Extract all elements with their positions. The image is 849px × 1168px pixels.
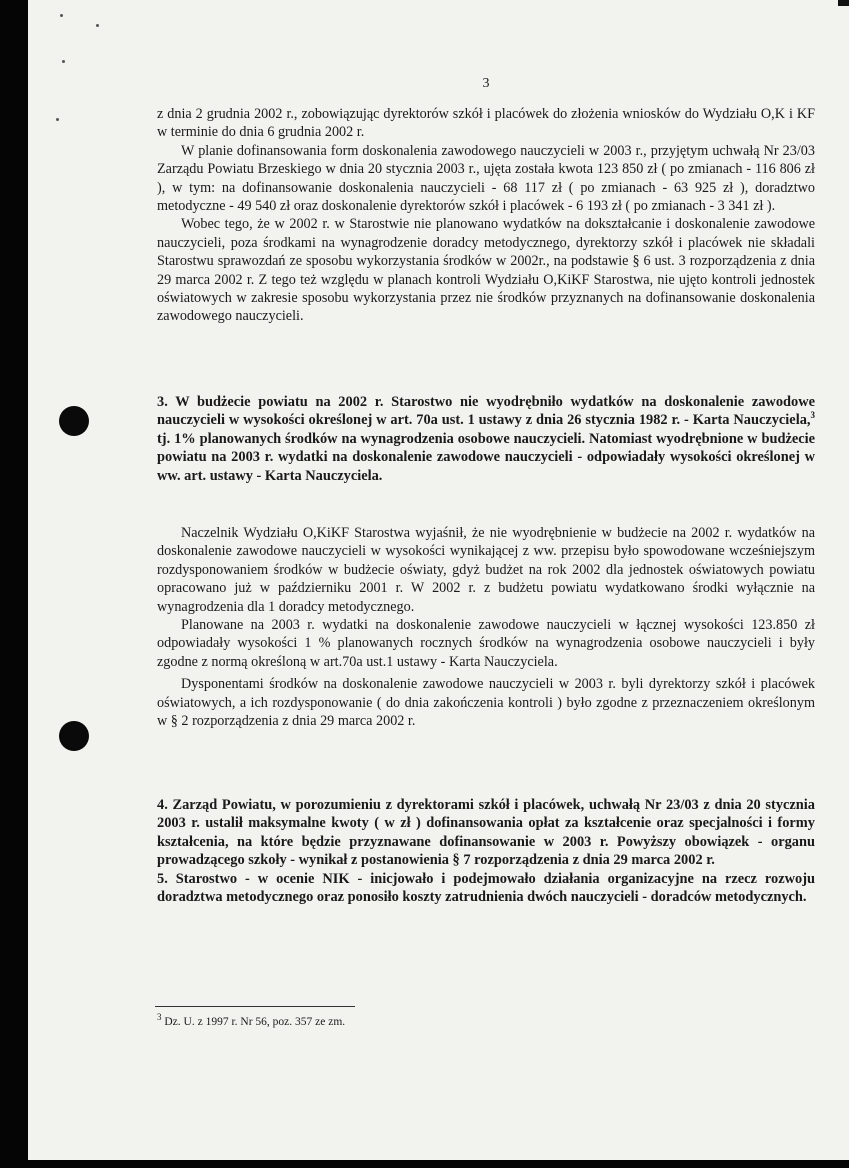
finding-5: 5. Starostwo - w ocenie NIK - inicjowało i podejmowało działania organizacyjne na rzecz rozwoju doradztwa metodycznego oraz ponosiło koszty zatrudnienia dwóch nauczycieli - doradców metodycznych.: [157, 870, 815, 906]
footnote-reference: 3: [810, 410, 815, 421]
finding-4-5-section: [157, 796, 815, 906]
finding-4: 4. Zarząd Powiatu, w porozumieniu z dyrektorami szkół i placówek, uchwałą Nr 23/03 z dnia 20 stycznia 2003 r. ustalił maksymalne kwoty ( w zł ) dofinansowania opłat za kształcenie oraz specjalności i formy kształcenia, na które będzie przyznawane dofinansowanie w 2003 r. Powyższy obowiązek - organu prowadzącego szkoły - wynikał z postanowienia § 7 rozporządzenia z dnia 29 marca 2002 r.: [157, 797, 815, 869]
punch-hole-top: [59, 406, 89, 436]
punch-hole-bottom: [59, 721, 89, 751]
explanation-paragraph-1: Naczelnik Wydziału O,KiKF Starostwa wyjaśnił, że nie wyodrębnienie w budżecie na 2002 r. wydatków na doskonalenie zawodowe nauczycieli w wysokości wynikającej z ww. przepisu było spowodowane wcześniejszym rozdysponowaniem środków w budżecie oświaty, gdyż budżet na rok 2002 dla jednostek oświatowych powiatu opracowano już w październiku 2001 r. W 2002 r. z budżetu powiatu wydatkowano środki wyłącznie na wynagrodzenia dla 1 doradcy metodycznego.: [157, 525, 815, 615]
scan-border-bottom: [0, 1160, 849, 1168]
finding-3: [157, 393, 815, 485]
scan-speck: [56, 118, 59, 121]
scan-border-left: [0, 0, 28, 1168]
explanation-section: [157, 524, 815, 730]
finding-3-part-b: tj. 1% planowanych środków na wynagrodzenia osobowe nauczycieli. Natomiast wyodrębnione w budżecie powiatu na 2003 r. wydatki na doskonalenie zawodowe nauczycieli - odpowiadały wysokości określonej w ww. art. ustawy - Karta Nauczyciela.: [157, 430, 815, 484]
intro-paragraph-2: W planie dofinansowania form doskonalenia zawodowego nauczycieli w 2003 r., przyjętym uchwałą Nr 23/03 Zarządu Powiatu Brzeskiego w dnia 20 stycznia 2003 r., ujęta została kwota 123 850 zł ( po zmianach - 116 806 zł ), w tym: na dofinansowanie doskonalenia nauczycieli - 68 117 zł ( po zmianach - 63 925 zł ), doradztwo metodyczne - 49 540 zł oraz doskonalenie dyrektorów szkół i placówek - 6 193 zł ( po zmianach - 3 341 zł ).: [157, 142, 815, 215]
footnote: [157, 1012, 557, 1028]
explanation-paragraph-3: Dysponentami środków na doskonalenie zawodowe nauczycieli w 2003 r. byli dyrektorzy szkół i placówek oświatowych, a ich rozdysponowanie ( do dnia zakończenia kontroli ) było zgodne z przeznaczeniem określonym w § 2 rozporządzenia z dnia 29 marca 2002 r.: [157, 676, 815, 730]
scan-corner-mark: [838, 0, 849, 6]
footnote-text: Dz. U. z 1997 r. Nr 56, poz. 357 ze zm.: [161, 1016, 346, 1028]
intro-section: [157, 105, 815, 326]
footnote-number: 3: [157, 1012, 162, 1023]
footnote-separator: [155, 1006, 355, 1007]
finding-3-part-a: 3. W budżecie powiatu na 2002 r. Starostwo nie wyodrębniło wydatków na doskonalenie zawodowe nauczycieli w wysokości określonej w art. 70a ust. 1 ustawy z dnia 26 stycznia 1982 r. - Karta Nauczyciela,: [157, 394, 815, 429]
scan-speck: [62, 60, 65, 63]
page-number: 3: [482, 76, 490, 91]
finding-3-text: [157, 393, 815, 485]
scan-speck: [60, 14, 63, 17]
explanation-paragraph-2: Planowane na 2003 r. wydatki na doskonalenie zawodowe nauczycieli w łącznej wysokości 123.850 zł odpowiadały wysokości 1 % planowanych rocznych środków na wynagrodzenia osobowe nauczycieli i były zgodne z normą określoną w art.70a ust.1 ustawy - Karta Nauczyciela.: [157, 617, 815, 670]
scan-speck: [96, 24, 99, 27]
intro-paragraph-1: z dnia 2 grudnia 2002 r., zobowiązując dyrektorów szkół i placówek do złożenia wniosków do Wydziału O,K i KF w terminie do dnia 6 grudnia 2002 r.: [157, 106, 815, 141]
intro-paragraph-3: Wobec tego, że w 2002 r. w Starostwie nie planowano wydatków na dokształcanie i doskonalenie zawodowe nauczycieli, poza środkami na wynagrodzenie doradcy metodycznego, dyrektorzy szkół i placówek nie składali Starostwu sprawozdań ze sposobu wykorzystania środków w 2002r., na podstawie § 6 ust. 3 rozporządzenia z dnia 29 marca 2002 r. Z tego też względu w planach kontroli Wydziału O,KiKF Starostwa, nie ujęto kontroli jednostek oświatowych w zakresie sposobu wykorzystania przez nie środków przyznanych na dofinansowanie doskonalenia zawodowego nauczycieli.: [157, 216, 815, 325]
